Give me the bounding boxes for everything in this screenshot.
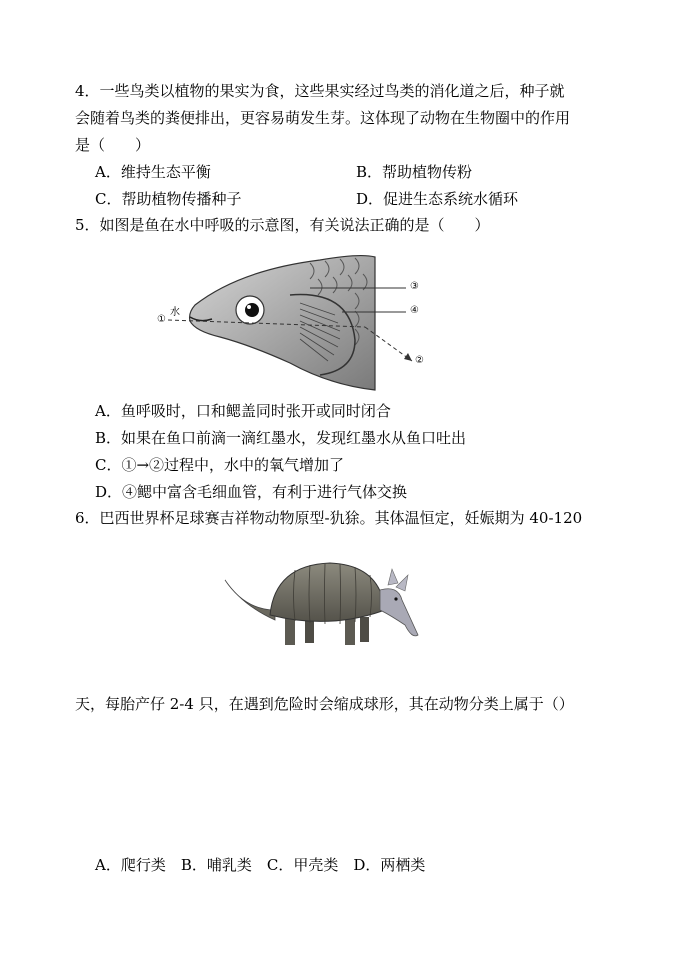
- figure-label-water: 水: [170, 307, 180, 318]
- q4-option-b: B．帮助植物传粉: [356, 163, 473, 181]
- figure-label-1: ①: [157, 314, 166, 325]
- q4-option-a: A．维持生态平衡: [95, 163, 211, 181]
- q6-stem-line-1: 6．巴西世界杯足球赛吉祥物动物原型-犰狳。其体温恒定，妊娠期为 40-120: [75, 509, 583, 527]
- q4-stem-line-3: 是（ ）: [75, 136, 151, 154]
- figure-label-2: ②: [415, 355, 424, 366]
- q5-option-d: D．④鳃中富含毛细血管，有利于进行气体交换: [95, 483, 408, 501]
- figure-label-4: ④: [410, 305, 419, 316]
- q6-stem-line-2: 天，每胎产仔 2-4 只，在遇到危险时会缩成球形，其在动物分类上属于（）: [75, 695, 574, 713]
- q4-option-d: D．促进生态系统水循环: [356, 190, 519, 208]
- q5-option-c: C．①→②过程中，水中的氧气增加了: [95, 456, 345, 474]
- fish-head-illustration: [150, 245, 450, 395]
- q5-stem: 5．如图是鱼在水中呼吸的示意图，有关说法正确的是（ ）: [75, 216, 490, 234]
- q4-stem-line-1: 4．一些鸟类以植物的果实为食，这些果实经过鸟类的消化道之后，种子就: [75, 82, 565, 100]
- armadillo-image: [220, 555, 420, 655]
- q4-stem-line-2: 会随着鸟类的粪便排出，更容易萌发生芽。这体现了动物在生物圈中的作用: [75, 109, 571, 127]
- q5-option-b: B．如果在鱼口前滴一滴红墨水，发现红墨水从鱼口吐出: [95, 429, 467, 447]
- q4-option-c: C．帮助植物传播种子: [95, 190, 242, 208]
- q6-options: A．爬行类 B．哺乳类 C．甲壳类 D．两栖类: [95, 856, 426, 874]
- figure-label-3: ③: [410, 281, 419, 292]
- q5-option-a: A．鱼呼吸时，口和鳃盖同时张开或同时闭合: [95, 402, 391, 420]
